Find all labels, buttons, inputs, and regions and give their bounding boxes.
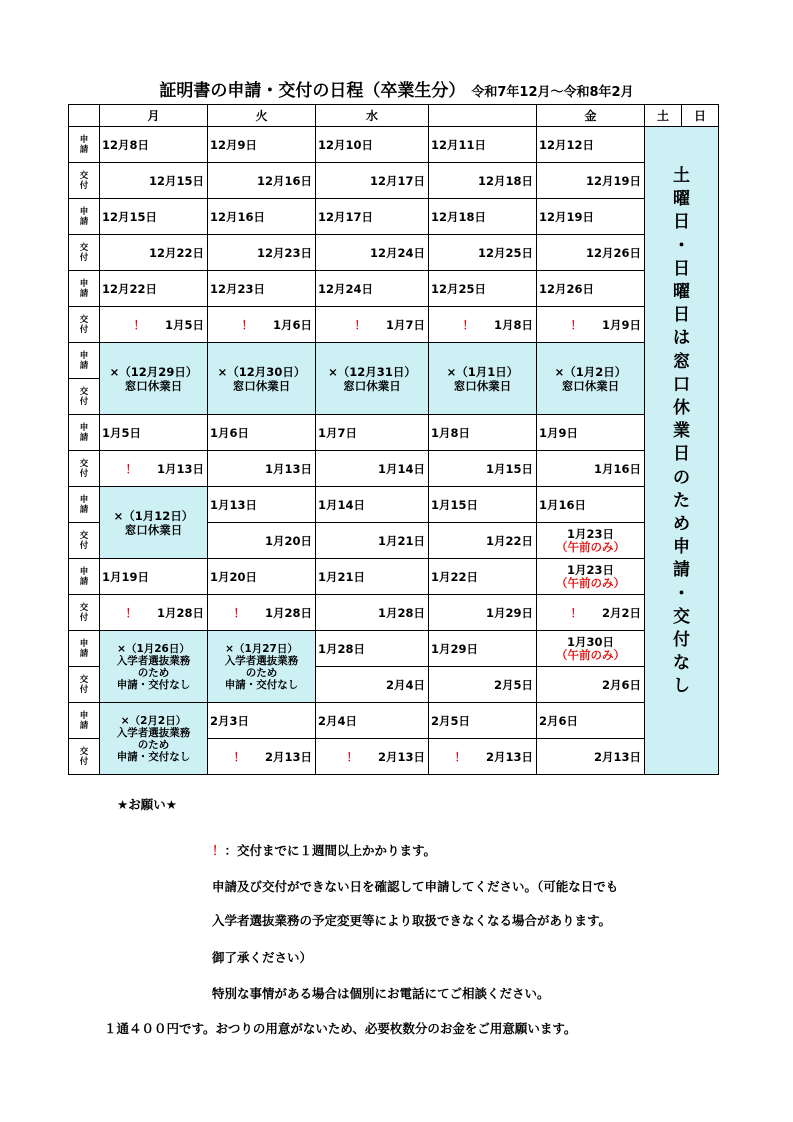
issue-date: 1月29日 — [429, 595, 537, 631]
issue-cell — [316, 739, 429, 775]
warning-mark: ！ — [133, 317, 145, 332]
apply-date: 1月6日 — [208, 415, 316, 451]
header-sat: 土 — [645, 105, 682, 127]
apply-date: 12月22日 — [100, 271, 208, 307]
issue-cell — [208, 739, 316, 775]
issue-date: 1月14日 — [316, 451, 429, 487]
apply-label: 申 請 — [69, 199, 100, 235]
closed-day-cell: ×（12月31日） 窓口休業日 — [316, 343, 429, 415]
apply-label: 申 請 — [69, 415, 100, 451]
header-sun: 日 — [682, 105, 719, 127]
warning-mark: ！ — [346, 749, 358, 764]
issue-date: 2月13日 — [485, 749, 533, 764]
apply-date: 1月14日 — [316, 487, 429, 523]
document-title — [0, 76, 793, 101]
apply-date: 2月5日 — [429, 703, 537, 739]
issue-date: 1月28日 — [264, 605, 312, 620]
schedule-table — [68, 104, 719, 775]
apply-date: 1月15日 — [429, 487, 537, 523]
apply-date: 12月15日 — [100, 199, 208, 235]
apply-date: 12月24日 — [316, 271, 429, 307]
apply-date: 1月8日 — [429, 415, 537, 451]
notes-heading: ★お願い★ — [117, 797, 177, 812]
week-2-apply-row — [69, 199, 719, 235]
header-fri: 金 — [537, 105, 645, 127]
week-2-issue-row — [69, 235, 719, 271]
apply-date: 12月25日 — [429, 271, 537, 307]
issue-cell — [537, 307, 645, 343]
issue-date: 2月13日 — [377, 749, 425, 764]
weekend-closed-note: 土 曜 日 ・ 日 曜 日 は 窓 口 休 業 日 の た め 申 請 ・ 交 付 な し — [645, 127, 719, 775]
apply-date: 12月12日 — [537, 127, 645, 163]
issue-date: 12月17日 — [316, 163, 429, 199]
week-3-issue-row — [69, 307, 719, 343]
issue-date: 1月8日 — [493, 317, 533, 332]
apply-date: 2月3日 — [208, 703, 316, 739]
warning-mark: ！ — [125, 605, 137, 620]
week-7-apply-row — [69, 559, 719, 595]
issue-cell — [208, 307, 316, 343]
apply-date: 1月21日 — [316, 559, 429, 595]
apply-date: 12月10日 — [316, 127, 429, 163]
apply-date: 1月29日 — [429, 631, 537, 667]
issue-date: 12月16日 — [208, 163, 316, 199]
title-period: 令和7年12月～令和8年2月 — [471, 85, 634, 100]
apply-date: 12月9日 — [208, 127, 316, 163]
header-mon: 月 — [100, 105, 208, 127]
issue-label: 交 付 — [69, 379, 100, 415]
closed-day-cell: ×（12月29日） 窓口休業日 — [100, 343, 208, 415]
issue-date: 1月9日 — [601, 317, 641, 332]
week-6-apply-row — [69, 487, 719, 523]
closed-day-cell: ×（12月30日） 窓口休業日 — [208, 343, 316, 415]
apply-label: 申 請 — [69, 271, 100, 307]
issue-label: 交 付 — [69, 235, 100, 271]
issue-label: 交 付 — [69, 595, 100, 631]
header-thu — [429, 105, 537, 127]
issue-cell — [429, 307, 537, 343]
issue-cell — [100, 595, 208, 631]
apply-label: 申 請 — [69, 559, 100, 595]
apply-date: 1月28日 — [316, 631, 429, 667]
header-row — [69, 105, 719, 127]
issue-label: 交 付 — [69, 667, 100, 703]
issue-date: 12月24日 — [316, 235, 429, 271]
issue-date: 2月6日 — [537, 667, 645, 703]
issue-date: 12月22日 — [100, 235, 208, 271]
issue-cell — [316, 307, 429, 343]
apply-date: 12月11日 — [429, 127, 537, 163]
issue-cell — [537, 595, 645, 631]
warning-mark: ！ — [233, 749, 245, 764]
apply-label: 申 請 — [69, 631, 100, 667]
closed-day-cell: ×（1月12日） 窓口休業日 — [100, 487, 208, 559]
apply-date: 1月20日 — [208, 559, 316, 595]
morning-only-cell: 1月23日 （午前のみ） — [537, 559, 645, 595]
warning-mark: ！ — [570, 605, 582, 620]
issue-date: 2月5日 — [429, 667, 537, 703]
apply-date: 12月17日 — [316, 199, 429, 235]
apply-date: 1月22日 — [429, 559, 537, 595]
warning-mark: ！ — [233, 605, 245, 620]
header-wed: 水 — [316, 105, 429, 127]
issue-date: 12月25日 — [429, 235, 537, 271]
apply-date: 12月23日 — [208, 271, 316, 307]
issue-cell — [208, 595, 316, 631]
week-3-apply-row — [69, 271, 719, 307]
issue-date: 1月20日 — [208, 523, 316, 559]
week-5-apply-row — [69, 415, 719, 451]
warning-mark: ！ — [212, 843, 225, 858]
warning-mark: ！ — [570, 317, 582, 332]
issue-cell — [100, 307, 208, 343]
issue-date: 1月21日 — [316, 523, 429, 559]
issue-label: 交 付 — [69, 451, 100, 487]
apply-date: 1月16日 — [537, 487, 645, 523]
issue-label: 交 付 — [69, 523, 100, 559]
issue-cell — [100, 451, 208, 487]
notes-warning-line — [212, 841, 436, 859]
week-1-apply-row — [69, 127, 719, 163]
issue-date: 1月28日 — [156, 605, 204, 620]
apply-date: 12月16日 — [208, 199, 316, 235]
week-4-apply-row — [69, 343, 719, 379]
issue-cell — [429, 739, 537, 775]
notes-fee-line: １通４００円です。おつりの用意がないため、必要枚数分のお金をご用意願います。 — [104, 1021, 577, 1036]
week-8-apply-row — [69, 631, 719, 667]
header-corner — [69, 105, 100, 127]
issue-date: 1月16日 — [537, 451, 645, 487]
warning-mark: ！ — [454, 749, 466, 764]
warning-mark: ！ — [241, 317, 253, 332]
apply-date: 1月7日 — [316, 415, 429, 451]
issue-date: 1月6日 — [272, 317, 312, 332]
apply-date: 12月26日 — [537, 271, 645, 307]
week-9-apply-row — [69, 703, 719, 739]
issue-date: 2月2日 — [601, 605, 641, 620]
warning-mark: ！ — [354, 317, 366, 332]
notes-line: 申請及び交付ができない日を確認して申請してください。（可能な日でも — [212, 879, 619, 894]
apply-date: 12月18日 — [429, 199, 537, 235]
notes-warning-text: ：交付までに１週間以上かかります。 — [224, 843, 437, 858]
issue-date: 1月22日 — [429, 523, 537, 559]
issue-date: 2月13日 — [537, 739, 645, 775]
week-1-issue-row — [69, 163, 719, 199]
issue-label: 交 付 — [69, 307, 100, 343]
warning-mark: ！ — [462, 317, 474, 332]
notes-line: 御了承ください） — [212, 950, 313, 965]
notes-line: 特別な事情がある場合は個別にお電話にてご相談ください。 — [212, 986, 550, 1001]
week-5-issue-row — [69, 451, 719, 487]
apply-label: 申 請 — [69, 343, 100, 379]
apply-date: 1月5日 — [100, 415, 208, 451]
apply-label: 申 請 — [69, 487, 100, 523]
issue-label: 交 付 — [69, 739, 100, 775]
apply-label: 申 請 — [69, 127, 100, 163]
morning-only-cell: 1月30日 （午前のみ） — [537, 631, 645, 667]
apply-label: 申 請 — [69, 703, 100, 739]
issue-date: 2月13日 — [264, 749, 312, 764]
apply-date: 1月13日 — [208, 487, 316, 523]
issue-date: 1月13日 — [208, 451, 316, 487]
closed-day-cell: ×（1月2日） 窓口休業日 — [537, 343, 645, 415]
apply-date: 2月4日 — [316, 703, 429, 739]
morning-only-cell: 1月23日 （午前のみ） — [537, 523, 645, 559]
apply-date: 1月9日 — [537, 415, 645, 451]
exam-day-cell: ×（1月27日） 入学者選抜業務 のため 申請・交付なし — [208, 631, 316, 703]
issue-date: 1月7日 — [385, 317, 425, 332]
week-7-issue-row — [69, 595, 719, 631]
apply-date: 1月19日 — [100, 559, 208, 595]
title-main: 証明書の申請・交付の日程（卒業生分） — [159, 81, 466, 101]
apply-date: 12月19日 — [537, 199, 645, 235]
issue-label: 交 付 — [69, 163, 100, 199]
issue-date: 12月19日 — [537, 163, 645, 199]
issue-date: 12月18日 — [429, 163, 537, 199]
issue-date: 1月5日 — [164, 317, 204, 332]
issue-date: 12月15日 — [100, 163, 208, 199]
warning-mark: ！ — [125, 461, 137, 476]
exam-day-cell: ×（2月2日） 入学者選抜業務 のため 申請・交付なし — [100, 703, 208, 775]
issue-date: 12月26日 — [537, 235, 645, 271]
exam-day-cell: ×（1月26日） 入学者選抜業務 のため 申請・交付なし — [100, 631, 208, 703]
closed-day-cell: ×（1月1日） 窓口休業日 — [429, 343, 537, 415]
apply-date: 2月6日 — [537, 703, 645, 739]
issue-date: 2月4日 — [316, 667, 429, 703]
notes-line: 入学者選抜業務の予定変更等により取扱できなくなる場合があります。 — [212, 913, 612, 928]
issue-date: 1月28日 — [316, 595, 429, 631]
apply-date: 12月8日 — [100, 127, 208, 163]
issue-date: 1月13日 — [156, 461, 204, 476]
issue-date: 12月23日 — [208, 235, 316, 271]
issue-date: 1月15日 — [429, 451, 537, 487]
header-tue: 火 — [208, 105, 316, 127]
